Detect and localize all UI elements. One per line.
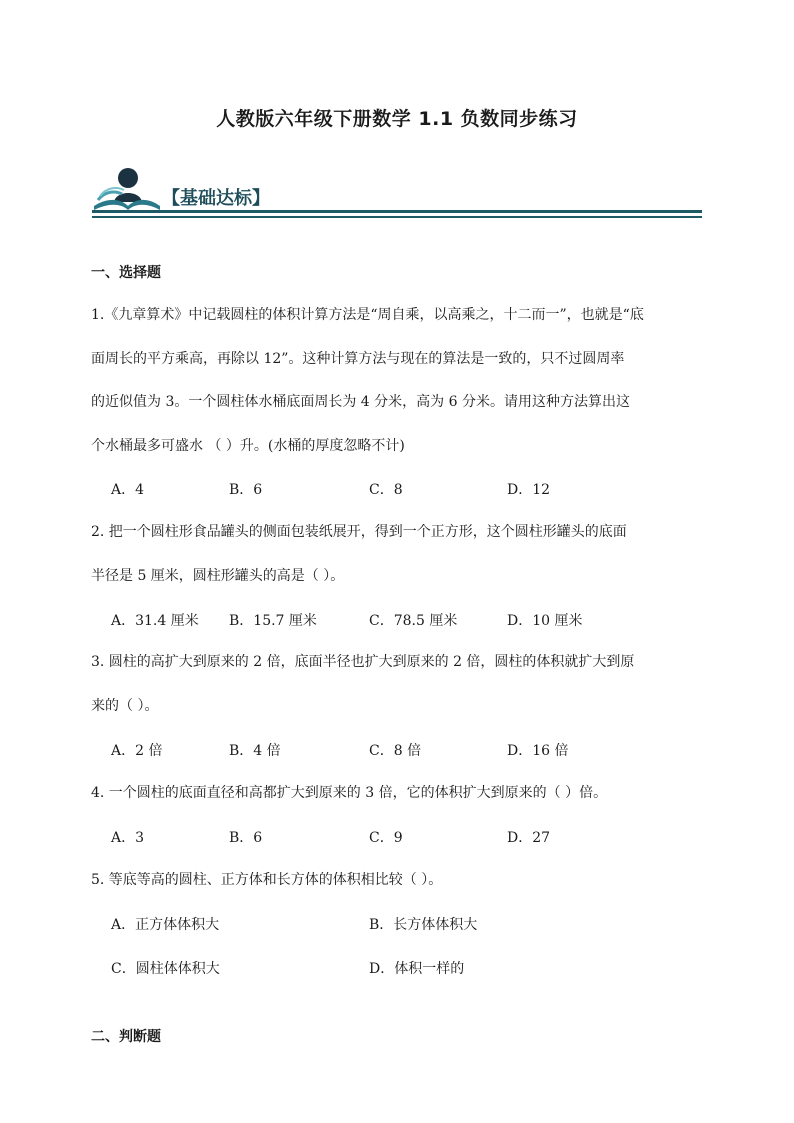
option-c[interactable]: C．8 倍 — [369, 743, 422, 759]
option-d[interactable]: D．27 — [507, 830, 551, 846]
option-b[interactable]: B．6 — [229, 482, 263, 498]
option-b[interactable]: B．15.7 厘米 — [229, 613, 317, 629]
question-line: 半径是 5 厘米，圆柱形罐头的高是（ ）。 — [91, 567, 345, 584]
option-d[interactable]: D．体积一样的 — [369, 961, 465, 977]
section-heading-choice: 一、选择题 — [91, 265, 161, 281]
question-line: 2. 把一个圆柱形食品罐头的侧面包装纸展开，得到一个正方形，这个圆柱形罐头的底面 — [91, 524, 627, 540]
banner-rule-top — [92, 210, 702, 213]
question-line: 面周长的平方乘高，再除以 12”。这种计算方法与现在的算法是一致的，只不过圆周率 — [91, 350, 625, 367]
option-c[interactable]: C．9 — [369, 830, 403, 846]
section-banner — [92, 166, 702, 224]
question-line: 来的（ ）。 — [91, 697, 159, 714]
option-b[interactable]: B．4 倍 — [229, 743, 281, 759]
option-d[interactable]: D．12 — [507, 482, 551, 498]
option-b[interactable]: B．6 — [229, 830, 263, 846]
option-a[interactable]: A．正方体体积大 — [111, 917, 220, 933]
question-line: 3. 圆柱的高扩大到原来的 2 倍，底面半径也扩大到原来的 2 倍，圆柱的体积就扩大到原 — [91, 654, 635, 670]
question-4 — [91, 772, 703, 816]
question-3 — [91, 641, 703, 728]
banner-rule-bottom — [92, 216, 702, 218]
option-a[interactable]: A．31.4 厘米 — [111, 613, 199, 629]
option-b[interactable]: B．长方体体积大 — [369, 917, 478, 933]
question-line: 个水桶最多可盛水 （ ）升。(水桶的厚度忽略不计) — [91, 437, 405, 454]
worksheet-title: 人教版六年级下册数学 1.1 负数同步练习 — [216, 108, 578, 130]
question-5 — [91, 859, 703, 903]
option-c[interactable]: C．78.5 厘米 — [369, 613, 458, 629]
option-a[interactable]: A．2 倍 — [111, 743, 163, 759]
reader-book-icon — [92, 166, 162, 214]
option-d[interactable]: D．16 倍 — [507, 743, 569, 759]
banner-label: 【基础达标】 — [162, 188, 270, 209]
option-c[interactable]: C．8 — [369, 482, 403, 498]
option-a[interactable]: A．3 — [111, 830, 145, 846]
question-1 — [91, 294, 703, 468]
question-line: 的近似值为 3。一个圆柱体水桶底面周长为 4 分米，高为 6 分米。请用这种方法算出这 — [91, 394, 630, 410]
question-line: 4. 一个圆柱的底面直径和高都扩大到原来的 3 倍，它的体积扩大到原来的（ ）倍。 — [91, 785, 608, 801]
option-c[interactable]: C．圆柱体体积大 — [111, 961, 220, 977]
option-d[interactable]: D．10 厘米 — [507, 613, 583, 629]
option-a[interactable]: A．4 — [111, 482, 145, 498]
question-line: 5. 等底等高的圆柱、正方体和长方体的体积相比较（ ）。 — [91, 872, 443, 888]
question-line: 1.《九章算术》中记载圆柱的体积计算方法是“周自乘，以高乘之，十二而一”，也就是“底 — [91, 307, 644, 323]
question-2 — [91, 511, 703, 598]
section-heading-judgement: 二、判断题 — [91, 1029, 161, 1045]
